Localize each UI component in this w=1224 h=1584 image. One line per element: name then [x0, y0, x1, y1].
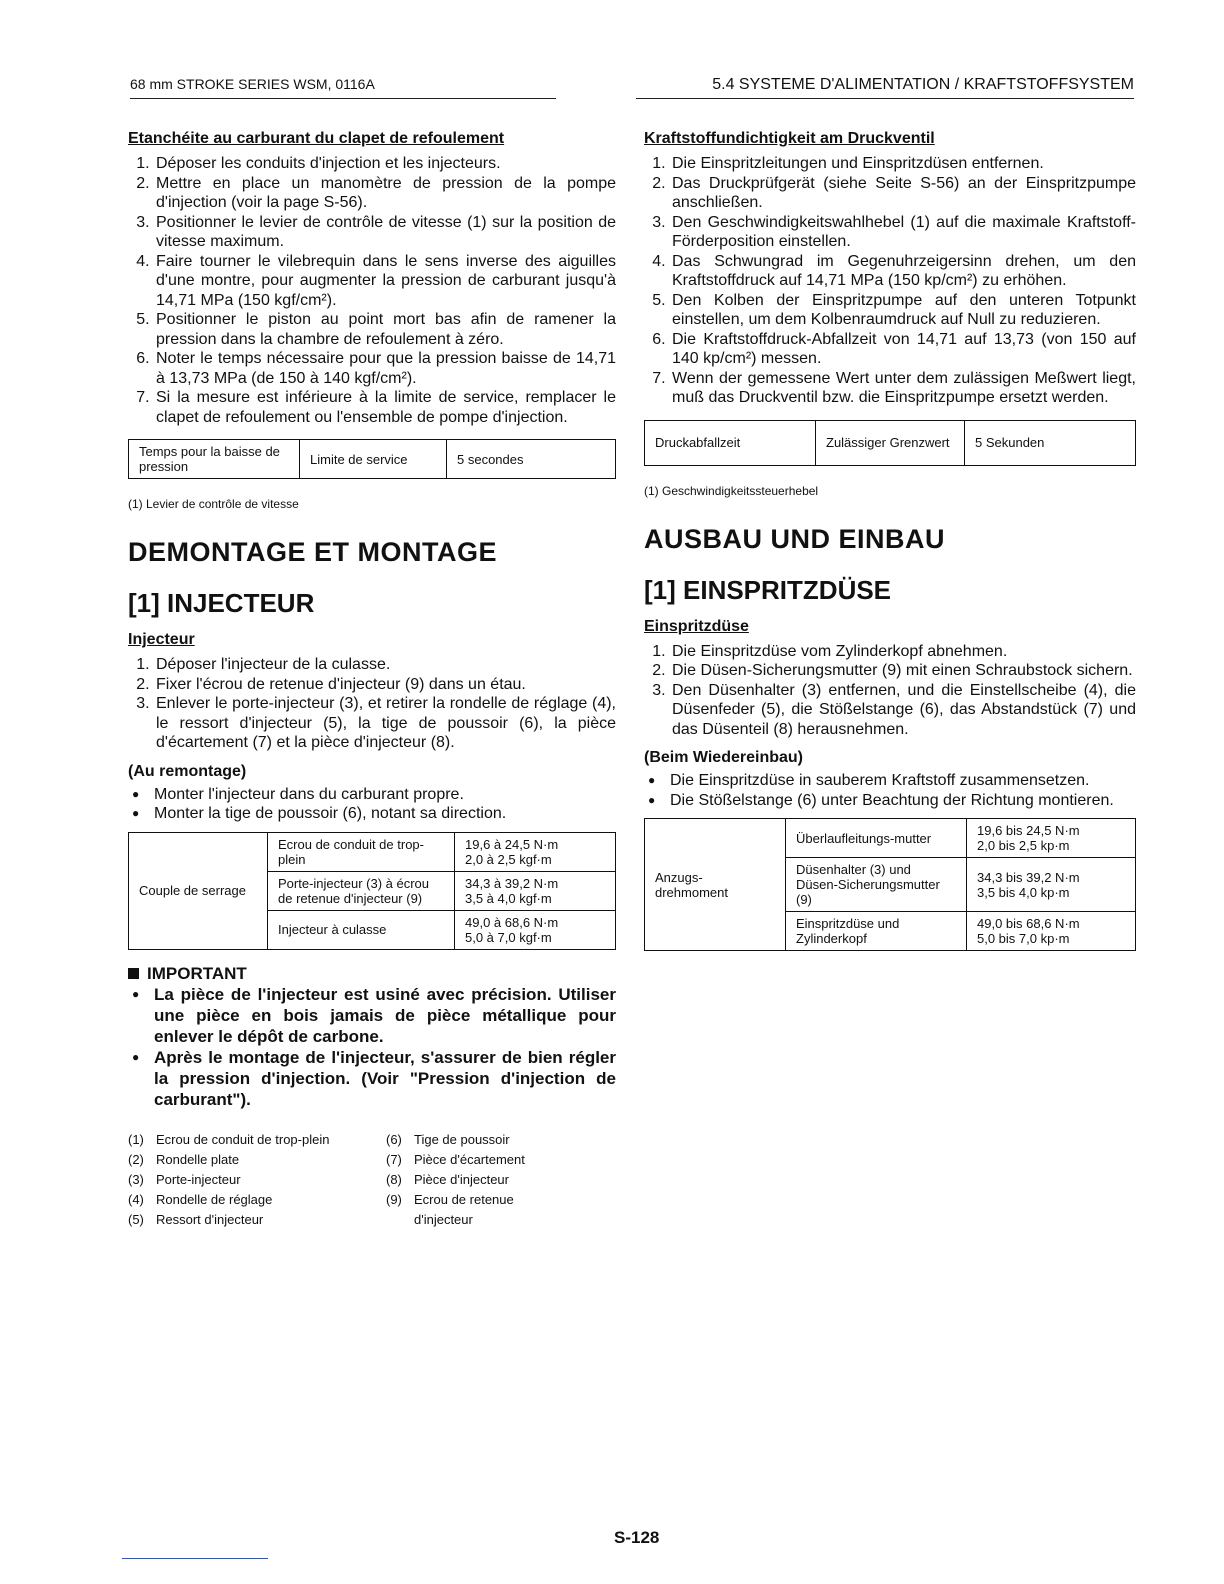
fr-section-title: Etanchéite au carburant du clapet de refoulement [128, 130, 505, 147]
fr-legend [128, 1130, 616, 1230]
list-item: 2. Fixer l'écrou de retenue d'injecteur (9) dans un étau. [154, 675, 616, 695]
torque-value: 34,3 à 39,2 N·m [465, 875, 559, 891]
legend-item [128, 1150, 386, 1170]
de-bullets [644, 771, 1136, 810]
fr-caption: (1) Levier de contrôle de vitesse [128, 497, 299, 511]
legend-text: Ecrou de retenue d'injecteur [414, 1191, 514, 1227]
table-cell [455, 871, 616, 910]
list-item: 2. Mettre en place un manomètre de pression de la pompe d'injection (voir la page S-56). [154, 174, 616, 213]
important-label: IMPORTANT [147, 963, 247, 983]
table-cell: Porte-injecteur (3) à écrou de retenue d'injecteur (9) [268, 871, 455, 910]
legend-text: Porte-injecteur [156, 1171, 241, 1187]
fr-big-title: DEMONTAGE ET MONTAGE [128, 537, 497, 567]
square-bullet-icon [128, 968, 139, 979]
fr-reassembly-title: (Au remontage) [128, 762, 247, 780]
legend-text: Ecrou de conduit de trop-plein [156, 1131, 330, 1147]
torque-value: 2,0 bis 2,5 kp·m [977, 838, 1070, 853]
list-item: 3. Den Düsenhalter (3) entfernen, und die Einstellscheibe (4), die Düsenfeder (5), die Stößelstange (6), das Abstandstück (7) und das Düsenteil (8) herausnehmen. [670, 681, 1136, 740]
list-item: ● Die Stößelstange (6) unter Beachtung der Richtung montieren. [670, 791, 1136, 811]
table-cell: Limite de service [300, 440, 447, 479]
de-spec-table [644, 420, 1136, 466]
list-item: 4. Faire tourner le vilebrequin dans le sens inverse des aiguilles d'une montre, pour augmenter la pression de carburant jusqu'à 14,71 MPa (150 kgf/cm²). [154, 252, 616, 311]
list-item: 6. Die Kraftstoffdruck-Abfallzeit von 14,71 auf 13,73 (von 150 auf 140 kp/cm²) messen. [670, 330, 1136, 369]
torque-value: 34,3 bis 39,2 N·m [977, 869, 1080, 885]
list-item: 4. Das Schwungrad im Gegenuhrzeigersinn drehen, um den Kraftstoffdruck auf 14,71 MPa (150 kp/cm²) zu erhöhen. [670, 252, 1136, 291]
table-cell [455, 832, 616, 871]
legend-text: Rondelle plate [156, 1151, 240, 1167]
table-cell: Einspritzdüse und Zylinderkopf [786, 912, 967, 951]
legend-item [128, 1190, 386, 1210]
legend-text: Tige de poussoir [414, 1131, 510, 1147]
list-item: 2. Die Düsen-Sicherungsmutter (9) mit einen Schraubstock sichern. [670, 661, 1136, 681]
list-item: ● Après le montage de l'injecteur, s'assurer de bien régler la pression d'injection. (Voir "Pression d'injection de carburant"). [154, 1047, 616, 1110]
legend-num: (4) [128, 1191, 144, 1207]
fr-big-subtitle: [1] INJECTEUR [128, 588, 315, 618]
legend-text: Pièce d'écartement [414, 1151, 525, 1167]
table-cell: Überlaufleitungs-mutter [786, 819, 967, 858]
table-cell [455, 910, 616, 949]
list-item: 5. Den Kolben der Einspritzpumpe auf den unteren Totpunkt einstellen, um dem Kolbenraumdruck auf Null zu reduzieren. [670, 291, 1136, 330]
legend-item [386, 1150, 544, 1170]
legend-item [128, 1130, 386, 1150]
legend-num: (5) [128, 1211, 144, 1227]
table-cell: Düsenhalter (3) und Düsen-Sicherungsmutter (9) [786, 858, 967, 912]
legend-item [386, 1170, 544, 1190]
fr-steps-2 [128, 655, 616, 753]
legend-item [386, 1190, 544, 1230]
torque-value: 3,5 à 4,0 kgf·m [465, 890, 552, 906]
fr-bullets [128, 785, 616, 824]
important-list [128, 984, 616, 1110]
legend-item [386, 1130, 544, 1150]
legend-num: (8) [386, 1171, 402, 1187]
list-item: 1. Die Einspritzdüse vom Zylinderkopf abnehmen. [670, 642, 1136, 662]
legend-num: (1) [128, 1131, 144, 1147]
list-item: 7. Wenn der gemessene Wert unter dem zulässigen Meßwert liegt, muß das Druckventil bzw. die Einspritzpumpe ersetzt werden. [670, 369, 1136, 408]
fr-section-title-2: Injecteur [128, 631, 195, 648]
de-reassembly-title: (Beim Wiedereinbau) [644, 749, 803, 766]
header-right: 5.4 SYSTEME D'ALIMENTATION / KRAFTSTOFFSYSTEM [636, 76, 1134, 99]
list-item: 5. Positionner le piston au point mort bas afin de ramener la pression dans la chambre de refoulement à zéro. [154, 310, 616, 349]
fr-steps-1 [128, 154, 616, 427]
list-item: 3. Den Geschwindigkeitswahlhebel (1) auf die maximale Kraftstoff-Förderposition einstellen. [670, 213, 1136, 252]
torque-value: 5,0 bis 7,0 kp·m [977, 931, 1070, 946]
fr-torque-table [128, 832, 616, 950]
list-item: ● La pièce de l'injecteur est usiné avec précision. Utiliser une pièce en bois jamais de pièce métallique pour enlever le dépôt de carbone. [154, 984, 616, 1047]
table-cell [967, 912, 1136, 951]
de-big-title: AUSBAU UND EINBAU [644, 523, 946, 554]
table-cell: Temps pour la baisse de pression [129, 440, 300, 479]
de-steps-1 [644, 154, 1136, 408]
table-cell [967, 819, 1136, 858]
list-item: 3. Enlever le porte-injecteur (3), et retirer la rondelle de réglage (4), le ressort d'injecteur (5), la tige de poussoir (6), la pièce d'écartement (7) et la pièce d'injecteur (8). [154, 694, 616, 753]
table-cell: 5 secondes [447, 440, 616, 479]
list-item: 1. Déposer les conduits d'injection et les injecteurs. [154, 154, 616, 174]
important-heading [128, 964, 616, 984]
de-section-title: Kraftstoffundichtigkeit am Druckventil [644, 130, 935, 147]
torque-value: 3,5 bis 4,0 kp·m [977, 884, 1070, 900]
torque-value: 19,6 à 24,5 N·m [465, 836, 559, 852]
list-item: 1. Die Einspritzleitungen und Einspritzdüsen entfernen. [670, 154, 1136, 174]
legend-col-right [386, 1130, 544, 1230]
legend-num: (9) [386, 1191, 402, 1207]
torque-value: 49,0 à 68,6 N·m [465, 914, 559, 930]
de-caption: (1) Geschwindigkeitssteuerhebel [644, 483, 819, 498]
torque-value: 49,0 bis 68,6 N·m [977, 916, 1080, 931]
legend-num: (2) [128, 1151, 144, 1167]
legend-text: Rondelle de réglage [156, 1191, 273, 1207]
legend-num: (3) [128, 1171, 144, 1187]
legend-num: (6) [386, 1131, 402, 1147]
legend-item [128, 1170, 386, 1190]
header-left: 68 mm STROKE SERIES WSM, 0116A [130, 76, 556, 99]
de-torque-table [644, 818, 1136, 951]
footer-divider [122, 1558, 268, 1559]
list-item: 1. Déposer l'injecteur de la culasse. [154, 655, 616, 675]
german-column [644, 130, 1136, 951]
de-big-subtitle: [1] EINSPRITZDÜSE [644, 574, 892, 605]
legend-text: Ressort d'injecteur [156, 1211, 264, 1227]
page-number: S-128 [614, 1528, 660, 1547]
list-item: 6. Noter le temps nécessaire pour que la pression baisse de 14,71 à 13,73 MPa (de 150 à 140 kgf/cm²). [154, 349, 616, 388]
torque-value: 2,0 à 2,5 kgf·m [465, 851, 552, 867]
table-cell [967, 858, 1136, 912]
list-item: ● Die Einspritzdüse in sauberem Kraftstoff zusammensetzen. [670, 771, 1136, 791]
list-item: ● Monter la tige de poussoir (6), notant sa direction. [154, 804, 616, 824]
table-cell: Injecteur à culasse [268, 910, 455, 949]
list-item: ● Monter l'injecteur dans du carburant propre. [154, 785, 616, 805]
table-cell: Zulässiger Grenzwert [816, 420, 965, 465]
legend-col-left [128, 1130, 386, 1230]
torque-label: Couple de serrage [129, 832, 268, 949]
legend-text: Pièce d'injecteur [414, 1171, 509, 1187]
table-cell: Ecrou de conduit de trop-plein [268, 832, 455, 871]
list-item: 3. Positionner le levier de contrôle de vitesse (1) sur la position de vitesse maximum. [154, 213, 616, 252]
legend-item [128, 1210, 386, 1230]
fr-spec-table [128, 439, 616, 479]
torque-value: 5,0 à 7,0 kgf·m [465, 929, 552, 945]
list-item: 2. Das Druckprüfgerät (siehe Seite S-56) an der Einspritzpumpe anschließen. [670, 174, 1136, 213]
table-cell: Druckabfallzeit [645, 420, 816, 465]
de-section-title-2: Einspritzdüse [644, 617, 749, 635]
legend-num: (7) [386, 1151, 402, 1167]
torque-value: 19,6 bis 24,5 N·m [977, 823, 1080, 838]
torque-label: Anzugs-drehmoment [645, 819, 786, 951]
de-steps-2 [644, 642, 1136, 740]
french-column [128, 130, 616, 1230]
table-cell: 5 Sekunden [965, 420, 1136, 465]
list-item: 7. Si la mesure est inférieure à la limite de service, remplacer le clapet de refoulement ou l'ensemble de pompe d'injection. [154, 388, 616, 427]
